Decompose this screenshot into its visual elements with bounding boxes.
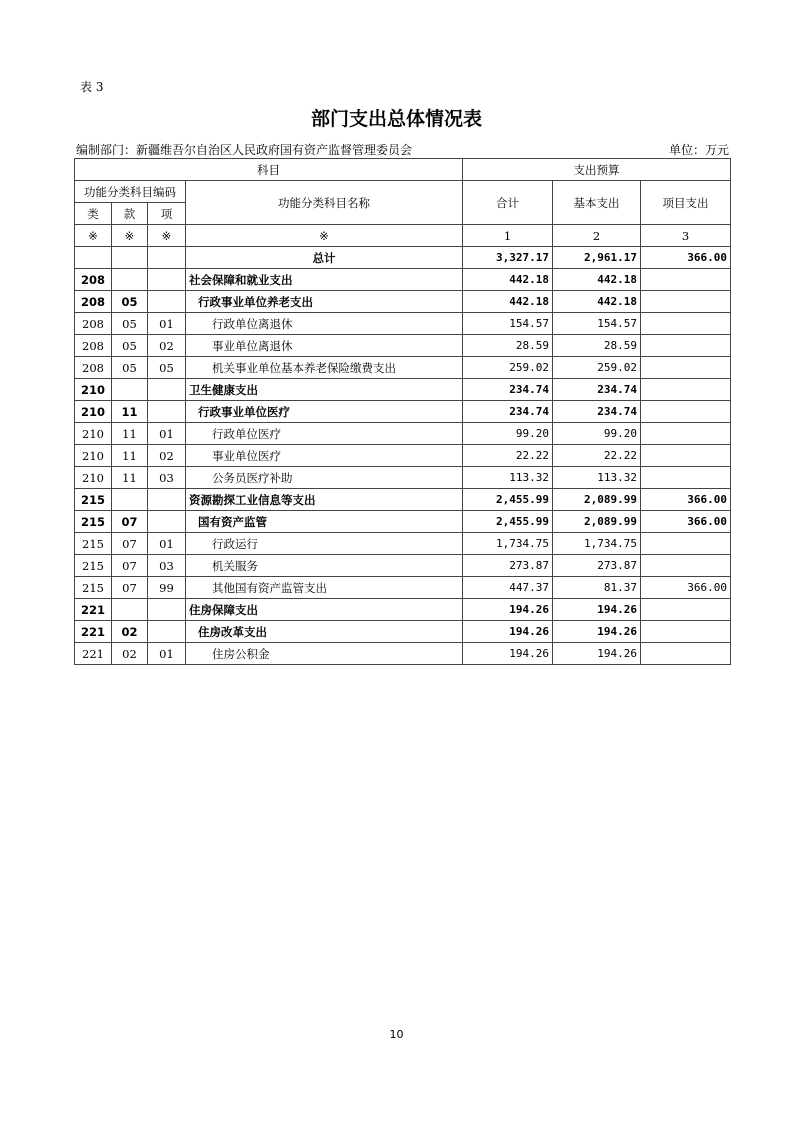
basic-cell: 28.59 [553,335,641,357]
basic-header: 基本支出 [553,181,641,225]
name-cell: 资源勘探工业信息等支出 [186,489,463,511]
project-cell [641,379,731,401]
lei-cell: 208 [75,357,112,379]
total-cell: 154.57 [463,313,553,335]
name-cell: 行政运行 [186,533,463,555]
lei-cell: 215 [75,555,112,577]
xiang-cell [148,401,186,423]
total-cell: 273.87 [463,555,553,577]
xiang-cell: 03 [148,555,186,577]
lei-cell: 208 [75,269,112,291]
xiang-cell [148,379,186,401]
kuan-cell: 02 [112,621,148,643]
project-cell: 366.00 [641,489,731,511]
header-row-2 [75,181,731,203]
project-index: 3 [641,225,731,247]
code-group-header: 功能分类科目编码 [75,181,186,203]
basic-cell: 2,089.99 [553,511,641,533]
xiang-cell [148,621,186,643]
kuan-cell [112,247,148,269]
lei-cell: 221 [75,643,112,665]
lei-cell: 210 [75,467,112,489]
xiang-cell [148,269,186,291]
lei-cell: 215 [75,577,112,599]
total-index: 1 [463,225,553,247]
xiang-cell: 01 [148,533,186,555]
name-cell: 其他国有资产监管支出 [186,577,463,599]
project-cell [641,401,731,423]
kuan-cell: 05 [112,335,148,357]
unit-label: 单位：万元 [668,143,729,157]
name-mark: ※ [186,225,463,247]
name-cell: 事业单位医疗 [186,445,463,467]
xiang-cell: 01 [148,423,186,445]
xiang-cell [148,247,186,269]
kuan-mark: ※ [112,225,148,247]
xiang-cell: 01 [148,313,186,335]
basic-index: 2 [553,225,641,247]
lei-cell: 210 [75,445,112,467]
project-cell [641,357,731,379]
name-cell: 行政单位离退休 [186,313,463,335]
table-row [75,599,731,621]
project-cell [641,621,731,643]
table-row [75,533,731,555]
xiang-cell: 01 [148,643,186,665]
table-label: 表 3 [80,80,104,94]
kuan-cell [112,379,148,401]
lei-cell: 208 [75,313,112,335]
basic-cell: 194.26 [553,599,641,621]
kuan-cell: 11 [112,445,148,467]
total-cell: 99.20 [463,423,553,445]
kuan-cell: 11 [112,467,148,489]
table-row [75,423,731,445]
table-row [75,247,731,269]
kuan-cell [112,599,148,621]
name-cell: 住房保障支出 [186,599,463,621]
table-row [75,467,731,489]
table-row [75,445,731,467]
lei-cell: 208 [75,335,112,357]
name-cell: 机关事业单位基本养老保险缴费支出 [186,357,463,379]
lei-cell: 210 [75,401,112,423]
table-row [75,313,731,335]
lei-cell [75,247,112,269]
lei-cell: 210 [75,379,112,401]
name-cell: 公务员医疗补助 [186,467,463,489]
budget-header: 支出预算 [463,159,731,181]
project-cell [641,533,731,555]
xiang-mark: ※ [148,225,186,247]
basic-cell: 81.37 [553,577,641,599]
xiang-header: 项 [148,203,186,225]
project-cell [641,423,731,445]
table-row [75,555,731,577]
total-cell: 259.02 [463,357,553,379]
expenditure-table [74,158,731,665]
lei-header: 类 [75,203,112,225]
header-row-1 [75,159,731,181]
basic-cell: 442.18 [553,269,641,291]
table-row [75,357,731,379]
basic-cell: 154.57 [553,313,641,335]
kuan-header: 款 [112,203,148,225]
basic-cell: 2,089.99 [553,489,641,511]
header-row-4 [75,225,731,247]
kuan-cell [112,489,148,511]
basic-cell: 22.22 [553,445,641,467]
project-cell: 366.00 [641,247,731,269]
table-row [75,511,731,533]
xiang-cell: 99 [148,577,186,599]
xiang-cell: 02 [148,335,186,357]
table-row [75,577,731,599]
project-cell [641,643,731,665]
basic-cell: 194.26 [553,643,641,665]
project-cell [641,291,731,313]
table-row [75,335,731,357]
total-cell: 442.18 [463,291,553,313]
project-cell [641,445,731,467]
lei-cell: 208 [75,291,112,313]
name-cell: 住房公积金 [186,643,463,665]
total-cell: 28.59 [463,335,553,357]
kuan-cell: 11 [112,423,148,445]
basic-cell: 442.18 [553,291,641,313]
subject-header: 科目 [75,159,463,181]
total-cell: 3,327.17 [463,247,553,269]
xiang-cell: 02 [148,445,186,467]
name-cell: 国有资产监管 [186,511,463,533]
total-cell: 2,455.99 [463,511,553,533]
total-cell: 2,455.99 [463,489,553,511]
project-cell: 366.00 [641,577,731,599]
table-row [75,621,731,643]
name-cell: 总计 [186,247,463,269]
table-row [75,291,731,313]
name-header: 功能分类科目名称 [186,181,463,225]
xiang-cell [148,599,186,621]
page-number: 10 [389,1028,404,1041]
table-row [75,379,731,401]
project-cell [641,599,731,621]
lei-mark: ※ [75,225,112,247]
project-cell [641,269,731,291]
kuan-cell: 05 [112,313,148,335]
name-cell: 住房改革支出 [186,621,463,643]
total-cell: 234.74 [463,379,553,401]
kuan-cell [112,269,148,291]
project-cell [641,467,731,489]
kuan-cell: 02 [112,643,148,665]
lei-cell: 221 [75,621,112,643]
xiang-cell: 05 [148,357,186,379]
kuan-cell: 05 [112,357,148,379]
basic-cell: 234.74 [553,379,641,401]
page-title: 部门支出总体情况表 [310,108,482,130]
basic-cell: 1,734.75 [553,533,641,555]
name-cell: 机关服务 [186,555,463,577]
kuan-cell: 07 [112,555,148,577]
table-row [75,643,731,665]
total-cell: 442.18 [463,269,553,291]
project-header: 项目支出 [641,181,731,225]
total-cell: 194.26 [463,643,553,665]
name-cell: 行政单位医疗 [186,423,463,445]
lei-cell: 210 [75,423,112,445]
basic-cell: 273.87 [553,555,641,577]
table-row [75,401,731,423]
total-cell: 447.37 [463,577,553,599]
name-cell: 行政事业单位医疗 [186,401,463,423]
xiang-cell: 03 [148,467,186,489]
project-cell [641,335,731,357]
total-cell: 113.32 [463,467,553,489]
name-cell: 社会保障和就业支出 [186,269,463,291]
kuan-cell: 07 [112,511,148,533]
basic-cell: 234.74 [553,401,641,423]
table-row [75,489,731,511]
kuan-cell: 05 [112,291,148,313]
basic-cell: 99.20 [553,423,641,445]
total-cell: 194.26 [463,621,553,643]
lei-cell: 215 [75,511,112,533]
total-cell: 1,734.75 [463,533,553,555]
basic-cell: 2,961.17 [553,247,641,269]
xiang-cell [148,489,186,511]
total-cell: 22.22 [463,445,553,467]
table-row [75,269,731,291]
total-cell: 234.74 [463,401,553,423]
xiang-cell [148,511,186,533]
department-label: 编制部门：新疆维吾尔自治区人民政府国有资产监督管理委员会 [76,143,413,157]
lei-cell: 221 [75,599,112,621]
kuan-cell: 07 [112,533,148,555]
total-header: 合计 [463,181,553,225]
project-cell: 366.00 [641,511,731,533]
basic-cell: 113.32 [553,467,641,489]
name-cell: 卫生健康支出 [186,379,463,401]
project-cell [641,555,731,577]
project-cell [641,313,731,335]
kuan-cell: 07 [112,577,148,599]
kuan-cell: 11 [112,401,148,423]
basic-cell: 259.02 [553,357,641,379]
name-cell: 事业单位离退休 [186,335,463,357]
lei-cell: 215 [75,489,112,511]
basic-cell: 194.26 [553,621,641,643]
xiang-cell [148,291,186,313]
name-cell: 行政事业单位养老支出 [186,291,463,313]
total-cell: 194.26 [463,599,553,621]
lei-cell: 215 [75,533,112,555]
